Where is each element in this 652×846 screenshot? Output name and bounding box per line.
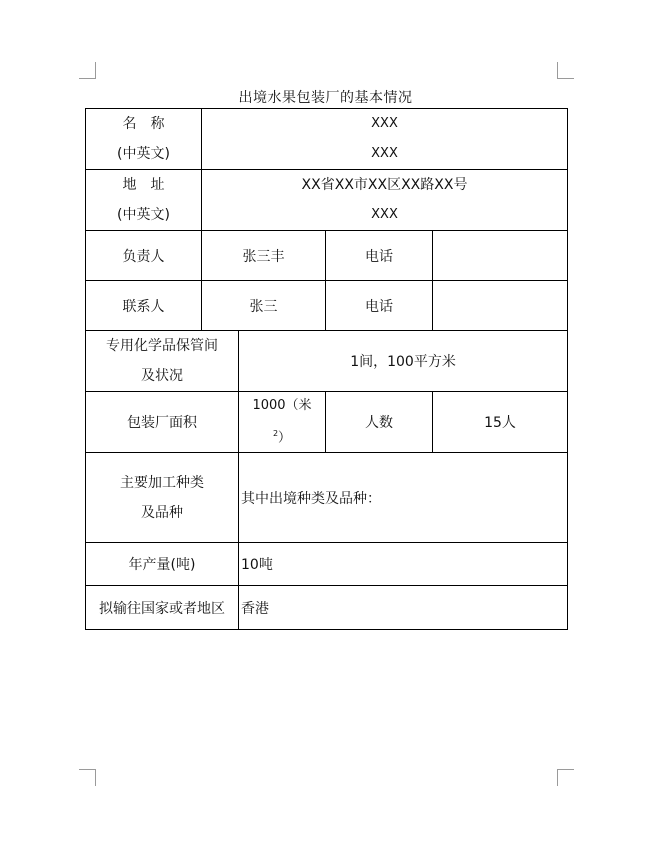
contact-value[interactable]: 张三 [202, 281, 326, 331]
address-label-cell [86, 170, 202, 231]
row-address [86, 170, 568, 231]
crop-mark-top-left [79, 62, 96, 79]
responsible-label: 负责人 [86, 231, 202, 281]
row-factory-area [86, 392, 568, 453]
export-region-value[interactable]: 香港 [239, 586, 568, 630]
row-contact [86, 281, 568, 331]
crop-mark-bottom-right [557, 769, 574, 786]
responsible-value[interactable]: 张三丰 [202, 231, 326, 281]
row-processing [86, 453, 568, 543]
crop-mark-bottom-left [79, 769, 96, 786]
document-title: 出境水果包装厂的基本情况 [238, 90, 413, 106]
factory-area-unit-superscript: 2 [272, 429, 279, 438]
name-value-en: XXX [371, 146, 398, 161]
factory-area-label: 包装厂面积 [86, 392, 239, 453]
address-value-en: XXX [371, 207, 398, 222]
row-responsible [86, 231, 568, 281]
name-label-sub: (中英文) [117, 146, 170, 162]
output-label: 年产量(吨) [86, 543, 239, 586]
export-region-label: 拟输往国家或者地区 [86, 586, 239, 630]
address-value-cell[interactable] [202, 170, 568, 231]
info-table [85, 108, 568, 630]
name-label-cell [86, 109, 202, 170]
name-value-cn: XXX [371, 116, 398, 131]
factory-area-value-cell[interactable] [239, 392, 326, 453]
chem-storage-label-cell [86, 331, 239, 392]
contact-label: 联系人 [86, 281, 202, 331]
chem-storage-label-sub: 及状况 [141, 368, 183, 384]
address-value-cn: XX省XX市XX区XX路XX号 [301, 177, 468, 193]
processing-label: 主要加工种类 [120, 474, 204, 491]
processing-label-sub: 及品种 [141, 504, 183, 521]
responsible-phone-value[interactable] [433, 231, 568, 281]
chem-storage-value[interactable]: 1间，100平方米 [239, 331, 568, 392]
row-export-region [86, 586, 568, 630]
factory-area-value-unit [239, 420, 325, 452]
contact-phone-label: 电话 [326, 281, 433, 331]
contact-phone-value[interactable] [433, 281, 568, 331]
address-label: 地 址 [122, 177, 165, 193]
chem-storage-label: 专用化学品保管间 [106, 338, 218, 354]
name-label: 名 称 [122, 116, 165, 132]
output-value[interactable]: 10吨 [239, 543, 568, 586]
row-output [86, 543, 568, 586]
responsible-phone-label: 电话 [326, 231, 433, 281]
factory-area-unit-close: ） [278, 430, 292, 446]
processing-value[interactable]: 其中出境种类及品种： [239, 453, 568, 543]
row-chem-storage [86, 331, 568, 392]
people-label: 人数 [326, 392, 433, 453]
people-value[interactable]: 15人 [433, 392, 568, 453]
address-label-sub: (中英文) [117, 207, 170, 223]
factory-area-value [239, 392, 325, 420]
name-value-cell[interactable] [202, 109, 568, 170]
crop-mark-top-right [557, 62, 574, 79]
row-name [86, 109, 568, 170]
factory-area-value-main: 1000（米 [252, 398, 312, 413]
processing-label-cell [86, 453, 239, 543]
